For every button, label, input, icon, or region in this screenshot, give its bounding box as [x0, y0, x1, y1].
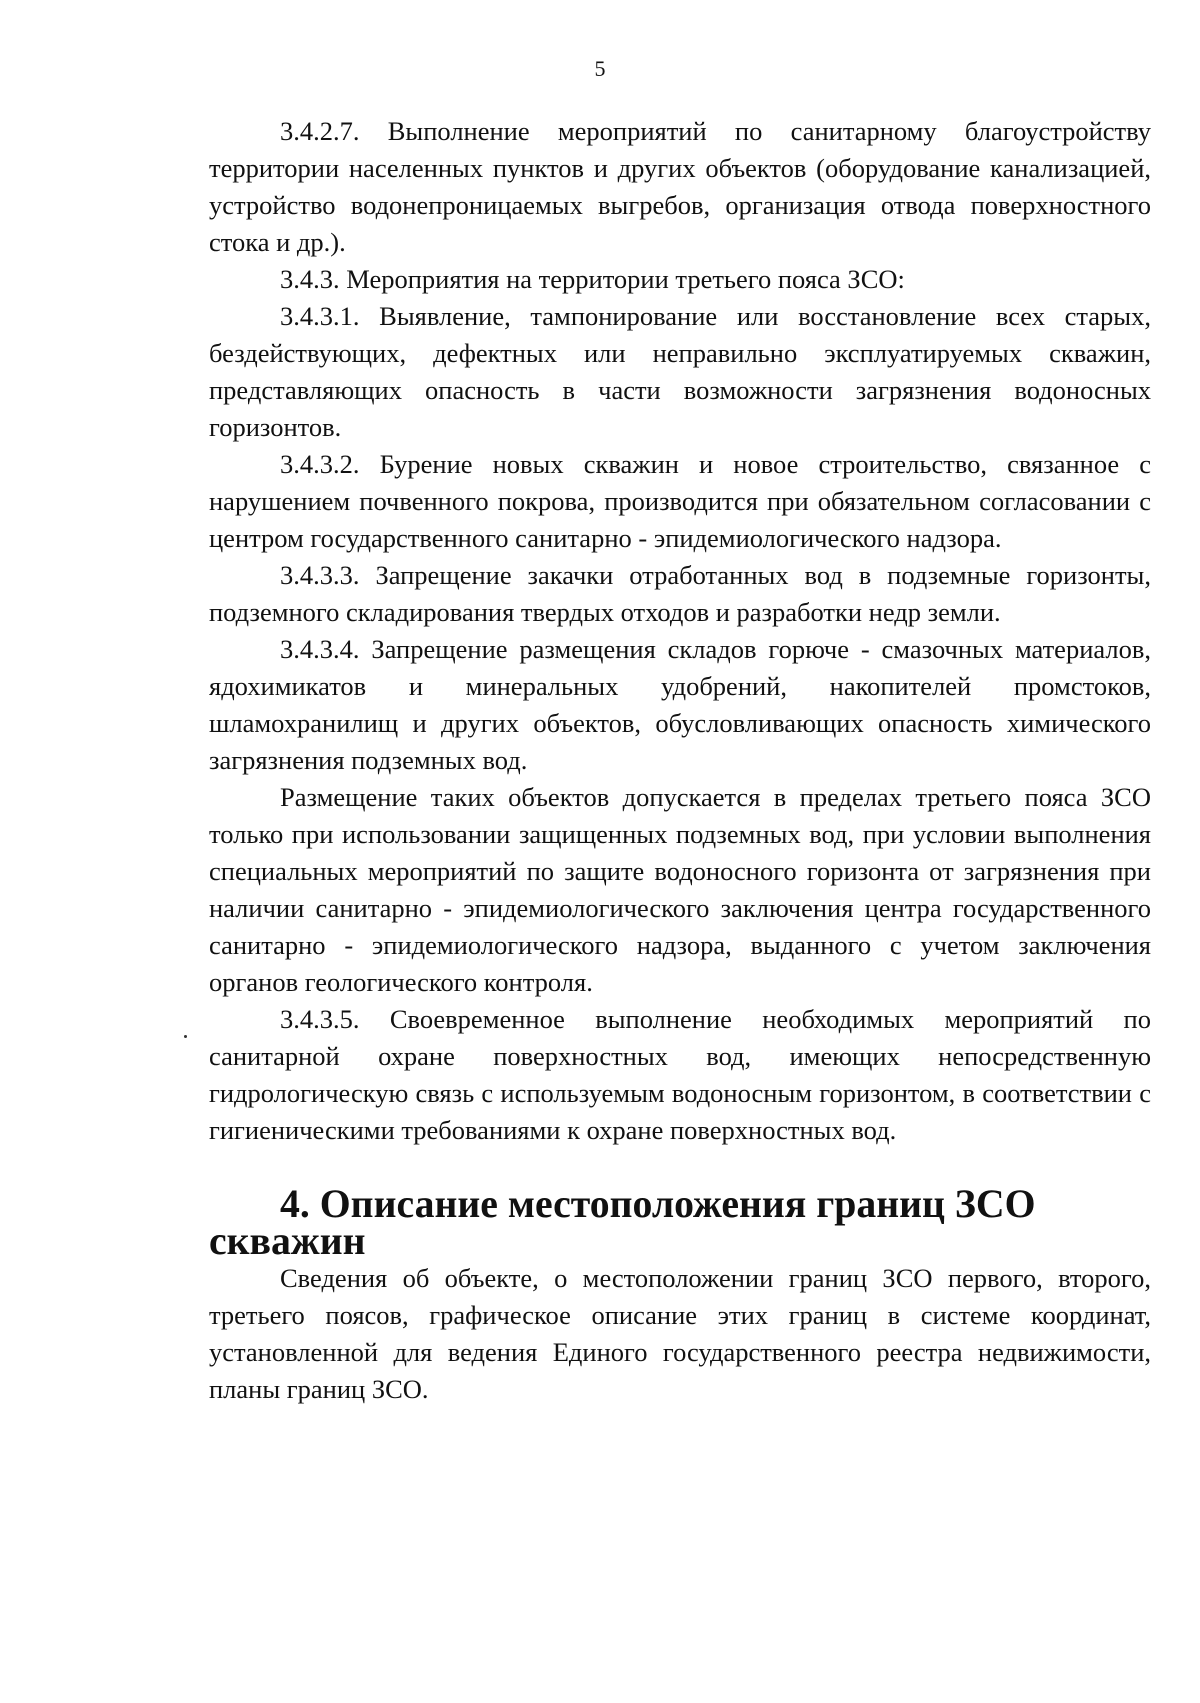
paragraph-3-4-3-1: 3.4.3.1. Выявление, тампонирование или восстановление всех старых, бездействующих, дефектных или неправильно эксплуатируемых скважин, представляющих опасность в части возможности загрязнения водоносных горизонтов. [209, 301, 1151, 442]
section-paragraph: Сведения об объекте, о местоположении границ ЗСО первого, второго, третьего поясов, графическое описание этих границ в системе координат, установленной для ведения Единого государственного реестра недвижимости, планы границ ЗСО. [209, 1263, 1151, 1404]
paragraph-3-4-2-7: 3.4.2.7. Выполнение мероприятий по санитарному благоустройству территории населенных пунктов и других объектов (оборудование канализацией, устройство водонепроницаемых выгребов, организация отвода поверхностного стока и др.). [209, 116, 1151, 257]
scan-artifact-dot [184, 1035, 187, 1038]
document-body [209, 113, 1151, 1408]
paragraph-3-4-3-4: 3.4.3.4. Запрещение размещения складов горюче - смазочных материалов, ядохимикатов и минеральных удобрений, накопителей промстоков, шламохранилищ и других объектов, обусловливающих опасность химического загрязнения подземных вод. [209, 634, 1151, 775]
paragraph-placement-conditions: Размещение таких объектов допускается в пределах третьего пояса ЗСО только при использовании защищенных подземных вод, при условии выполнения специальных мероприятий по защите водоносного горизонта от загрязнения при наличии санитарно - эпидемиологического заключения центра государственного санитарно - эпидемиологического надзора, выданного с учетом заключения органов геологического контроля. [209, 782, 1151, 997]
paragraph-3-4-3-5: 3.4.3.5. Своевременное выполнение необходимых мероприятий по санитарной охране поверхностных вод, имеющих непосредственную гидрологическую связь с используемым водоносным горизонтом, в соответствии с гигиеническими требованиями к охране поверхностных вод. [209, 1004, 1151, 1145]
paragraph-3-4-3-2: 3.4.3.2. Бурение новых скважин и новое строительство, связанное с нарушением почвенного покрова, производится при обязательном согласовании с центром государственного санитарно - эпидемиологического надзора. [209, 449, 1151, 553]
page-number: 5 [594, 56, 606, 81]
paragraph-3-4-3-3: 3.4.3.3. Запрещение закачки отработанных вод в подземные горизонты, подземного складирования твердых отходов и разработки недр земли. [209, 560, 1151, 627]
section-heading: 4. Описание местоположения границ ЗСО скважин [209, 1182, 1036, 1263]
paragraph-3-4-3: 3.4.3. Мероприятия на территории третьего пояса ЗСО: [280, 264, 905, 294]
